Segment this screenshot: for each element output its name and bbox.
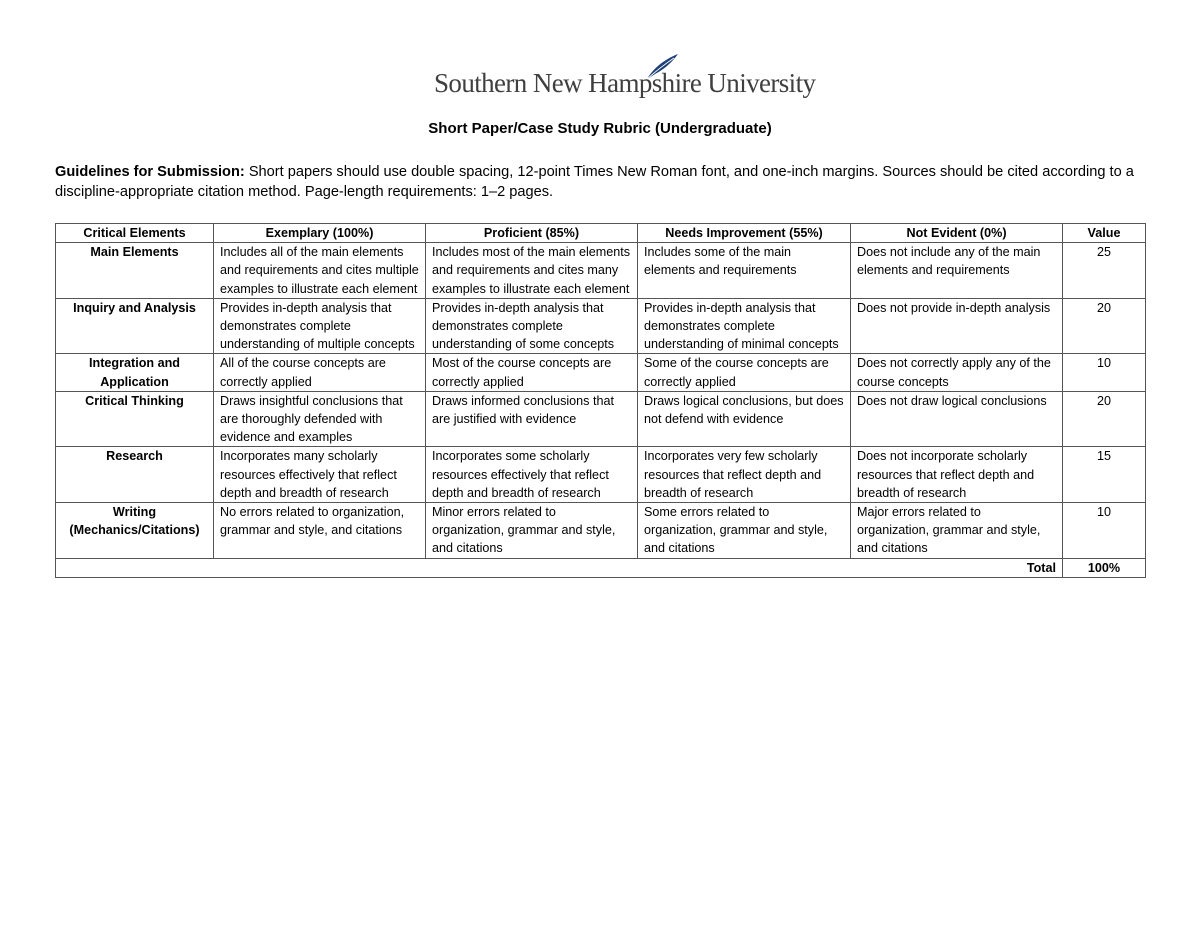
value-cell: 25 <box>1063 243 1146 299</box>
table-row <box>56 354 1146 391</box>
submission-guidelines <box>55 162 1145 202</box>
proficient-cell: Draws informed conclusions that are justified with evidence <box>426 391 638 447</box>
guidelines-text: Short papers should use double spacing, 12-point Times New Roman font, and one-inch margins. Sources should be cited according to a discipline-appropriate citation method. Page-length requirements: 1–2 pages. <box>55 164 1134 200</box>
value-cell: 10 <box>1063 354 1146 391</box>
guidelines-label: Guidelines for Submission: <box>55 164 245 180</box>
proficient-cell: Provides in-depth analysis that demonstrates complete understanding of some concepts <box>426 298 638 354</box>
proficient-cell: Minor errors related to organization, grammar and style, and citations <box>426 503 638 559</box>
needs-improvement-cell: Some errors related to organization, grammar and style, and citations <box>638 503 851 559</box>
not-evident-cell: Does not correctly apply any of the course concepts <box>851 354 1063 391</box>
exemplary-cell: Draws insightful conclusions that are thoroughly defended with evidence and examples <box>214 391 426 447</box>
critical-element-cell: Critical Thinking <box>56 391 214 447</box>
critical-element-cell: Research <box>56 447 214 503</box>
table-row <box>56 243 1146 299</box>
table-row <box>56 391 1146 447</box>
needs-improvement-cell: Draws logical conclusions, but does not defend with evidence <box>638 391 851 447</box>
column-header-exemplary: Exemplary (100%) <box>214 224 426 243</box>
needs-improvement-cell: Provides in-depth analysis that demonstrates complete understanding of minimal concepts <box>638 298 851 354</box>
total-value: 100% <box>1063 558 1146 577</box>
proficient-cell: Includes most of the main elements and requirements and cites many examples to illustrate each element <box>426 243 638 299</box>
table-row <box>56 503 1146 559</box>
proficient-cell: Incorporates some scholarly resources effectively that reflect depth and breadth of research <box>426 447 638 503</box>
value-cell: 20 <box>1063 298 1146 354</box>
not-evident-cell: Does not incorporate scholarly resources that reflect depth and breadth of research <box>851 447 1063 503</box>
university-logo <box>430 52 816 106</box>
university-name: Southern New Hampshire University <box>434 68 816 98</box>
value-cell: 15 <box>1063 447 1146 503</box>
not-evident-cell: Major errors related to organization, grammar and style, and citations <box>851 503 1063 559</box>
not-evident-cell: Does not include any of the main elements and requirements <box>851 243 1063 299</box>
value-cell: 20 <box>1063 391 1146 447</box>
total-label: Total <box>56 558 1063 577</box>
page-title: Short Paper/Case Study Rubric (Undergraduate) <box>428 120 772 137</box>
critical-element-cell: Writing (Mechanics/Citations) <box>56 503 214 559</box>
table-row <box>56 298 1146 354</box>
exemplary-cell: Includes all of the main elements and requirements and cites multiple examples to illustrate each element <box>214 243 426 299</box>
exemplary-cell: Provides in-depth analysis that demonstrates complete understanding of multiple concepts <box>214 298 426 354</box>
needs-improvement-cell: Incorporates very few scholarly resources that reflect depth and breadth of research <box>638 447 851 503</box>
column-header-needs-improvement: Needs Improvement (55%) <box>638 224 851 243</box>
critical-element-cell: Integration and Application <box>56 354 214 391</box>
rubric-header-row <box>56 224 1146 243</box>
not-evident-cell: Does not draw logical conclusions <box>851 391 1063 447</box>
column-header-value: Value <box>1063 224 1146 243</box>
value-cell: 10 <box>1063 503 1146 559</box>
critical-element-cell: Inquiry and Analysis <box>56 298 214 354</box>
not-evident-cell: Does not provide in-depth analysis <box>851 298 1063 354</box>
column-header-not-evident: Not Evident (0%) <box>851 224 1063 243</box>
table-row <box>56 447 1146 503</box>
total-row <box>56 558 1146 577</box>
exemplary-cell: All of the course concepts are correctly applied <box>214 354 426 391</box>
needs-improvement-cell: Includes some of the main elements and requirements <box>638 243 851 299</box>
column-header-critical-elements: Critical Elements <box>56 224 214 243</box>
needs-improvement-cell: Some of the course concepts are correctly applied <box>638 354 851 391</box>
exemplary-cell: No errors related to organization, grammar and style, and citations <box>214 503 426 559</box>
proficient-cell: Most of the course concepts are correctly applied <box>426 354 638 391</box>
exemplary-cell: Incorporates many scholarly resources effectively that reflect depth and breadth of research <box>214 447 426 503</box>
rubric-table <box>55 223 1146 578</box>
column-header-proficient: Proficient (85%) <box>426 224 638 243</box>
critical-element-cell: Main Elements <box>56 243 214 299</box>
